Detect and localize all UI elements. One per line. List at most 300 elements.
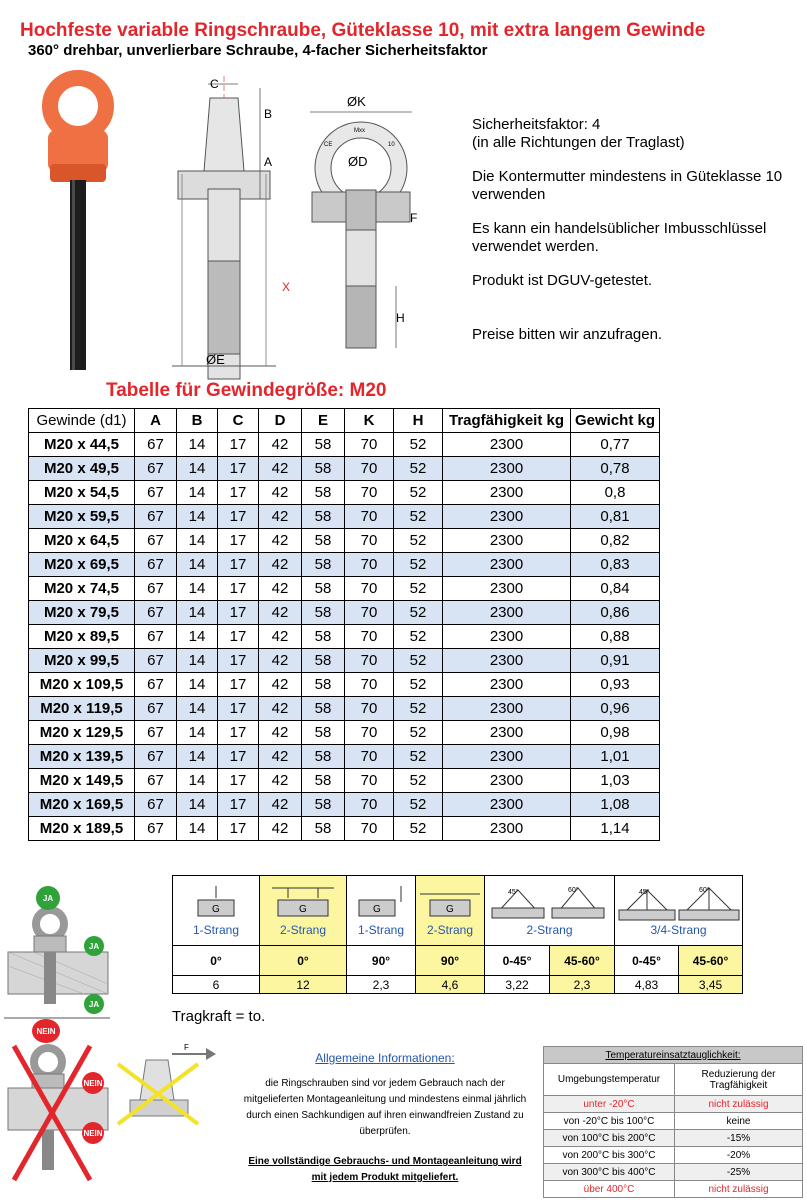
table-cell: 17 bbox=[218, 601, 259, 625]
temperature-row bbox=[544, 1147, 803, 1164]
table-cell: 67 bbox=[135, 649, 177, 673]
table-row bbox=[29, 769, 660, 793]
ring-bolt-photo bbox=[20, 68, 120, 378]
ring-mark-mxx: Mxx bbox=[354, 128, 365, 134]
load-angle: 0-45° bbox=[485, 946, 550, 976]
table-cell: 17 bbox=[218, 817, 259, 841]
table-cell: 67 bbox=[135, 745, 177, 769]
load-cell-1 bbox=[173, 876, 260, 946]
table-cell: 58 bbox=[302, 721, 345, 745]
single-hook-icon bbox=[191, 884, 241, 920]
nein-badge-3: NEIN bbox=[82, 1122, 104, 1144]
table-cell: 17 bbox=[218, 481, 259, 505]
force-arrow-label: F bbox=[184, 1043, 189, 1052]
temperature-cell: über 400°C bbox=[544, 1181, 675, 1198]
table-cell: M20 x 129,5 bbox=[29, 721, 135, 745]
temperature-body bbox=[544, 1096, 803, 1198]
temperature-cell: -20% bbox=[675, 1147, 803, 1164]
col-header: Gewinde (d1) bbox=[29, 409, 135, 433]
ring-mark-ce: CE bbox=[324, 142, 333, 148]
table-cell: 14 bbox=[177, 601, 218, 625]
load-value: 12 bbox=[260, 976, 347, 994]
table-cell: 52 bbox=[394, 505, 443, 529]
table-cell: 14 bbox=[177, 673, 218, 697]
table-cell: M20 x 49,5 bbox=[29, 457, 135, 481]
table-cell: 70 bbox=[345, 697, 394, 721]
page-subtitle: 360° drehbar, unverlierbare Schraube, 4-facher Sicherheitsfaktor bbox=[28, 42, 488, 59]
table-cell: M20 x 79,5 bbox=[29, 601, 135, 625]
table-cell: 42 bbox=[259, 481, 302, 505]
table-cell: 67 bbox=[135, 577, 177, 601]
table-row bbox=[29, 577, 660, 601]
tragkraft-note: Tragkraft = to. bbox=[172, 1008, 266, 1025]
load-type-label: 3/4-Strang bbox=[650, 923, 707, 937]
table-cell: 0,81 bbox=[571, 505, 660, 529]
table-cell: 14 bbox=[177, 553, 218, 577]
table-cell: 42 bbox=[259, 769, 302, 793]
table-cell: 67 bbox=[135, 529, 177, 553]
table-cell: 2300 bbox=[443, 601, 571, 625]
ja-badge-3: JA bbox=[84, 994, 104, 1014]
key-note: Es kann ein handelsüblicher Imbusschlüssel verwendet werden. bbox=[472, 220, 767, 255]
spec-table-body bbox=[29, 433, 660, 841]
table-cell: 2300 bbox=[443, 721, 571, 745]
temperature-cell: von 300°C bis 400°C bbox=[544, 1164, 675, 1181]
table-row bbox=[29, 649, 660, 673]
table-cell: 42 bbox=[259, 433, 302, 457]
table-cell: 67 bbox=[135, 769, 177, 793]
table-row bbox=[29, 817, 660, 841]
table-cell: M20 x 139,5 bbox=[29, 745, 135, 769]
table-cell: 52 bbox=[394, 817, 443, 841]
table-cell: 14 bbox=[177, 769, 218, 793]
table-row bbox=[29, 505, 660, 529]
side-view-drawing bbox=[168, 76, 291, 376]
table-cell: 70 bbox=[345, 457, 394, 481]
double-hook-icon bbox=[268, 884, 338, 920]
table-cell: 1,08 bbox=[571, 793, 660, 817]
table-cell: 52 bbox=[394, 457, 443, 481]
table-cell: 2300 bbox=[443, 433, 571, 457]
table-cell: 0,82 bbox=[571, 529, 660, 553]
table-cell: 52 bbox=[394, 745, 443, 769]
table-cell: M20 x 89,5 bbox=[29, 625, 135, 649]
dim-c-label: C bbox=[210, 77, 219, 91]
table-cell: 58 bbox=[302, 649, 345, 673]
table-cell: 52 bbox=[394, 673, 443, 697]
table-cell: 0,86 bbox=[571, 601, 660, 625]
table-row bbox=[29, 697, 660, 721]
table-cell: 70 bbox=[345, 649, 394, 673]
table-cell: 17 bbox=[218, 625, 259, 649]
ja-badge-1: JA bbox=[36, 886, 60, 910]
temperature-cell: nicht zulässig bbox=[675, 1181, 803, 1198]
table-cell: 0,96 bbox=[571, 697, 660, 721]
temperature-cell: von 200°C bis 300°C bbox=[544, 1147, 675, 1164]
table-cell: 67 bbox=[135, 697, 177, 721]
temperature-table bbox=[543, 1046, 803, 1198]
angled-double-icon bbox=[488, 884, 612, 920]
dim-b-label: B bbox=[264, 107, 273, 121]
table-cell: M20 x 54,5 bbox=[29, 481, 135, 505]
table-cell: 2300 bbox=[443, 817, 571, 841]
table-cell: 14 bbox=[177, 697, 218, 721]
load-type-label: 2-Strang bbox=[426, 923, 474, 937]
table-cell: 70 bbox=[345, 625, 394, 649]
dguv-note: Produkt ist DGUV-getestet. bbox=[472, 272, 653, 289]
table-cell: 1,01 bbox=[571, 745, 660, 769]
table-row bbox=[29, 793, 660, 817]
table-cell: 58 bbox=[302, 577, 345, 601]
price-note: Preise bitten wir anzufragen. bbox=[472, 326, 663, 343]
col-header: K bbox=[345, 409, 394, 433]
temperature-cell: -15% bbox=[675, 1130, 803, 1147]
table-cell: 67 bbox=[135, 553, 177, 577]
table-cell: 42 bbox=[259, 505, 302, 529]
table-cell: M20 x 69,5 bbox=[29, 553, 135, 577]
table-cell: 42 bbox=[259, 697, 302, 721]
table-cell: 14 bbox=[177, 481, 218, 505]
col-header: B bbox=[177, 409, 218, 433]
table-cell: 42 bbox=[259, 457, 302, 481]
table-cell: 58 bbox=[302, 817, 345, 841]
table-cell: 2300 bbox=[443, 529, 571, 553]
table-cell: 58 bbox=[302, 673, 345, 697]
load-value: 4,6 bbox=[416, 976, 485, 994]
table-cell: 42 bbox=[259, 745, 302, 769]
table-cell: 2300 bbox=[443, 625, 571, 649]
table-cell: 14 bbox=[177, 457, 218, 481]
temperature-row bbox=[544, 1113, 803, 1130]
svg-text:60°: 60° bbox=[698, 887, 710, 894]
table-cell: 67 bbox=[135, 433, 177, 457]
table-cell: 17 bbox=[218, 673, 259, 697]
table-row bbox=[29, 481, 660, 505]
table-cell: 52 bbox=[394, 601, 443, 625]
table-cell: 17 bbox=[218, 649, 259, 673]
table-cell: 67 bbox=[135, 457, 177, 481]
table-cell: 67 bbox=[135, 481, 177, 505]
load-cell-6 bbox=[615, 876, 743, 946]
temperature-row bbox=[544, 1130, 803, 1147]
table-cell: 52 bbox=[394, 625, 443, 649]
table-cell: 52 bbox=[394, 769, 443, 793]
table-cell: 70 bbox=[345, 529, 394, 553]
table-cell: 42 bbox=[259, 577, 302, 601]
temperature-cell: von 100°C bis 200°C bbox=[544, 1130, 675, 1147]
table-cell: 2300 bbox=[443, 649, 571, 673]
double-side-pull-icon bbox=[418, 884, 482, 920]
col-header: D bbox=[259, 409, 302, 433]
load-value: 3,22 bbox=[485, 976, 550, 994]
load-type-label: 2-Strang bbox=[279, 923, 327, 937]
table-cell: M20 x 44,5 bbox=[29, 433, 135, 457]
table-cell: 14 bbox=[177, 625, 218, 649]
table-cell: 52 bbox=[394, 697, 443, 721]
safety-factor-note: (in alle Richtungen der Traglast) bbox=[472, 134, 685, 151]
table-cell: 14 bbox=[177, 793, 218, 817]
temperature-title: Temperatureinsatztauglichkeit: bbox=[544, 1047, 803, 1064]
table-cell: 70 bbox=[345, 817, 394, 841]
general-info bbox=[240, 1050, 530, 1186]
multi-strand-icon bbox=[617, 884, 741, 920]
svg-text:45°: 45° bbox=[507, 889, 519, 896]
table-cell: 42 bbox=[259, 553, 302, 577]
table-cell: 14 bbox=[177, 529, 218, 553]
table-cell: 67 bbox=[135, 793, 177, 817]
table-cell: 70 bbox=[345, 505, 394, 529]
load-value: 6 bbox=[173, 976, 260, 994]
side-load-warning-illustration bbox=[116, 1040, 228, 1126]
general-info-heading: Allgemeine Informationen: bbox=[315, 1051, 455, 1065]
col-header: H bbox=[394, 409, 443, 433]
table-cell: 67 bbox=[135, 817, 177, 841]
table-cell: 0,77 bbox=[571, 433, 660, 457]
dim-h-label: H bbox=[396, 311, 405, 325]
table-cell: 0,91 bbox=[571, 649, 660, 673]
table-cell: 14 bbox=[177, 433, 218, 457]
temperature-cell: unter -20°C bbox=[544, 1096, 675, 1113]
load-value: 2,3 bbox=[550, 976, 615, 994]
temperature-cell: -25% bbox=[675, 1164, 803, 1181]
table-cell: 58 bbox=[302, 457, 345, 481]
table-cell: 70 bbox=[345, 769, 394, 793]
general-info-text: die Ringschrauben sind vor jedem Gebrauch nach der mitgelieferten Montageanleitung und mindestens einmal jährlich durch einen Sachkundigen auf ihren einwandfreien Zustand zu überprüfen. bbox=[243, 1078, 527, 1137]
front-view-drawing bbox=[292, 88, 442, 358]
table-cell: 17 bbox=[218, 697, 259, 721]
table-cell: 42 bbox=[259, 673, 302, 697]
table-cell: 52 bbox=[394, 721, 443, 745]
table-cell: 58 bbox=[302, 505, 345, 529]
table-cell: 0,98 bbox=[571, 721, 660, 745]
load-cell-4 bbox=[416, 876, 485, 946]
load-angle: 0-45° bbox=[615, 946, 679, 976]
table-cell: 2300 bbox=[443, 457, 571, 481]
dim-x-label: X bbox=[282, 280, 291, 294]
table-row bbox=[29, 457, 660, 481]
table-cell: M20 x 59,5 bbox=[29, 505, 135, 529]
table-cell: 17 bbox=[218, 721, 259, 745]
table-cell: 70 bbox=[345, 745, 394, 769]
table-cell: 0,93 bbox=[571, 673, 660, 697]
dim-f-label: F bbox=[410, 211, 418, 225]
side-pull-icon bbox=[351, 884, 411, 920]
temperature-col1: Umgebungstemperatur bbox=[544, 1064, 675, 1096]
table-cell: 17 bbox=[218, 529, 259, 553]
load-angle: 0° bbox=[260, 946, 347, 976]
svg-text:G: G bbox=[299, 904, 307, 915]
table-cell: 17 bbox=[218, 505, 259, 529]
load-table bbox=[172, 875, 743, 994]
table-cell: 17 bbox=[218, 457, 259, 481]
page-title: Hochfeste variable Ringschraube, Güteklasse 10, mit extra langem Gewinde bbox=[20, 20, 706, 41]
table-cell: 58 bbox=[302, 745, 345, 769]
load-angle: 45-60° bbox=[679, 946, 743, 976]
table-cell: 67 bbox=[135, 721, 177, 745]
table-cell: 58 bbox=[302, 625, 345, 649]
col-header: Gewicht kg bbox=[571, 409, 660, 433]
spec-table bbox=[28, 408, 660, 841]
table-cell: 2300 bbox=[443, 793, 571, 817]
temperature-cell: keine bbox=[675, 1113, 803, 1130]
table-cell: 58 bbox=[302, 793, 345, 817]
table-cell: 2300 bbox=[443, 553, 571, 577]
table-cell: 52 bbox=[394, 649, 443, 673]
load-angle: 90° bbox=[416, 946, 485, 976]
table-cell: 17 bbox=[218, 577, 259, 601]
table-cell: 0,88 bbox=[571, 625, 660, 649]
table-cell: 42 bbox=[259, 529, 302, 553]
table-cell: 58 bbox=[302, 529, 345, 553]
table-cell: M20 x 119,5 bbox=[29, 697, 135, 721]
table-cell: 42 bbox=[259, 721, 302, 745]
table-cell: 52 bbox=[394, 481, 443, 505]
load-type-label: 1-Strang bbox=[192, 923, 240, 937]
table-cell: 14 bbox=[177, 649, 218, 673]
table-cell: M20 x 149,5 bbox=[29, 769, 135, 793]
general-info-footer: Eine vollständige Gebrauchs- und Montageanleitung wird mit jedem Produkt mitgeliefert. bbox=[248, 1156, 522, 1183]
table-cell: 2300 bbox=[443, 481, 571, 505]
table-cell: 70 bbox=[345, 553, 394, 577]
svg-text:60°: 60° bbox=[567, 887, 579, 894]
table-cell: 70 bbox=[345, 601, 394, 625]
table-cell: 67 bbox=[135, 601, 177, 625]
table-cell: 14 bbox=[177, 745, 218, 769]
load-angle: 0° bbox=[173, 946, 260, 976]
table-cell: 17 bbox=[218, 793, 259, 817]
table-cell: 2300 bbox=[443, 577, 571, 601]
svg-text:G: G bbox=[446, 904, 454, 915]
col-header: E bbox=[302, 409, 345, 433]
temperature-row bbox=[544, 1096, 803, 1113]
col-header: C bbox=[218, 409, 259, 433]
load-value: 2,3 bbox=[347, 976, 416, 994]
table-cell: 2300 bbox=[443, 505, 571, 529]
load-cell-2 bbox=[260, 876, 347, 946]
table-cell: 42 bbox=[259, 601, 302, 625]
col-header: A bbox=[135, 409, 177, 433]
table-cell: 70 bbox=[345, 433, 394, 457]
table-cell: 0,8 bbox=[571, 481, 660, 505]
load-cell-5 bbox=[485, 876, 615, 946]
table-cell: 2300 bbox=[443, 697, 571, 721]
table-cell: 52 bbox=[394, 553, 443, 577]
table-cell: 58 bbox=[302, 697, 345, 721]
table-row bbox=[29, 553, 660, 577]
table-cell: 1,03 bbox=[571, 769, 660, 793]
ring-mark-10: 10 bbox=[388, 142, 395, 148]
load-type-label: 2-Strang bbox=[526, 923, 573, 937]
nein-badge-2: NEIN bbox=[82, 1072, 104, 1094]
svg-text:G: G bbox=[373, 904, 381, 915]
table-cell: M20 x 169,5 bbox=[29, 793, 135, 817]
table-cell: M20 x 64,5 bbox=[29, 529, 135, 553]
table-row bbox=[29, 625, 660, 649]
table-cell: 70 bbox=[345, 793, 394, 817]
table-cell: M20 x 109,5 bbox=[29, 673, 135, 697]
dim-k-label: ØK bbox=[347, 94, 366, 109]
load-value: 3,45 bbox=[679, 976, 743, 994]
table-cell: 0,84 bbox=[571, 577, 660, 601]
table-cell: 14 bbox=[177, 817, 218, 841]
temperature-col2: Reduzierung der Tragfähigkeit bbox=[675, 1064, 803, 1096]
table-cell: 52 bbox=[394, 433, 443, 457]
wrong-usage-illustration bbox=[4, 1040, 112, 1190]
table-row bbox=[29, 601, 660, 625]
table-cell: 70 bbox=[345, 481, 394, 505]
table-cell: 1,14 bbox=[571, 817, 660, 841]
table-cell: 42 bbox=[259, 817, 302, 841]
table-cell: 17 bbox=[218, 433, 259, 457]
table-cell: 42 bbox=[259, 625, 302, 649]
table-cell: 70 bbox=[345, 721, 394, 745]
table-cell: 70 bbox=[345, 673, 394, 697]
table-cell: 58 bbox=[302, 553, 345, 577]
table-cell: 67 bbox=[135, 505, 177, 529]
info-block bbox=[472, 116, 792, 360]
table-caption: Tabelle für Gewindegröße: M20 bbox=[106, 380, 387, 401]
table-row bbox=[29, 673, 660, 697]
table-cell: 0,83 bbox=[571, 553, 660, 577]
load-icon-row bbox=[173, 876, 743, 946]
nut-note: Die Kontermutter mindestens in Güteklasse 10 verwenden bbox=[472, 168, 783, 203]
table-cell: 2300 bbox=[443, 769, 571, 793]
table-cell: 52 bbox=[394, 577, 443, 601]
load-angle: 90° bbox=[347, 946, 416, 976]
temperature-row bbox=[544, 1181, 803, 1198]
table-cell: 52 bbox=[394, 529, 443, 553]
table-cell: 58 bbox=[302, 481, 345, 505]
svg-text:45°: 45° bbox=[638, 889, 650, 896]
load-type-label: 1-Strang bbox=[357, 923, 405, 937]
spec-table-header bbox=[29, 409, 660, 433]
table-cell: 14 bbox=[177, 577, 218, 601]
table-cell: 14 bbox=[177, 721, 218, 745]
ja-badge-2: JA bbox=[84, 936, 104, 956]
table-cell: 17 bbox=[218, 553, 259, 577]
table-cell: 70 bbox=[345, 577, 394, 601]
load-angle: 45-60° bbox=[550, 946, 615, 976]
load-cell-3 bbox=[347, 876, 416, 946]
table-cell: 42 bbox=[259, 793, 302, 817]
table-cell: M20 x 74,5 bbox=[29, 577, 135, 601]
dim-a-label: A bbox=[264, 155, 273, 169]
table-row bbox=[29, 529, 660, 553]
col-header: Tragfähigkeit kg bbox=[443, 409, 571, 433]
table-cell: 58 bbox=[302, 601, 345, 625]
svg-text:G: G bbox=[212, 904, 220, 915]
table-cell: 42 bbox=[259, 649, 302, 673]
temperature-row bbox=[544, 1164, 803, 1181]
table-cell: 2300 bbox=[443, 745, 571, 769]
table-cell: 58 bbox=[302, 769, 345, 793]
table-cell: 0,78 bbox=[571, 457, 660, 481]
dim-e-label: ØE bbox=[206, 352, 225, 367]
table-cell: 58 bbox=[302, 433, 345, 457]
table-row bbox=[29, 745, 660, 769]
load-value: 4,83 bbox=[615, 976, 679, 994]
dim-d-label: ØD bbox=[348, 154, 368, 169]
load-angle-row bbox=[173, 946, 743, 976]
table-cell: 2300 bbox=[443, 673, 571, 697]
table-cell: 14 bbox=[177, 505, 218, 529]
nein-badge-1: NEIN bbox=[32, 1019, 60, 1043]
table-cell: 17 bbox=[218, 769, 259, 793]
temperature-cell: von -20°C bis 100°C bbox=[544, 1113, 675, 1130]
temperature-cell: nicht zulässig bbox=[675, 1096, 803, 1113]
table-cell: 67 bbox=[135, 673, 177, 697]
table-row bbox=[29, 433, 660, 457]
